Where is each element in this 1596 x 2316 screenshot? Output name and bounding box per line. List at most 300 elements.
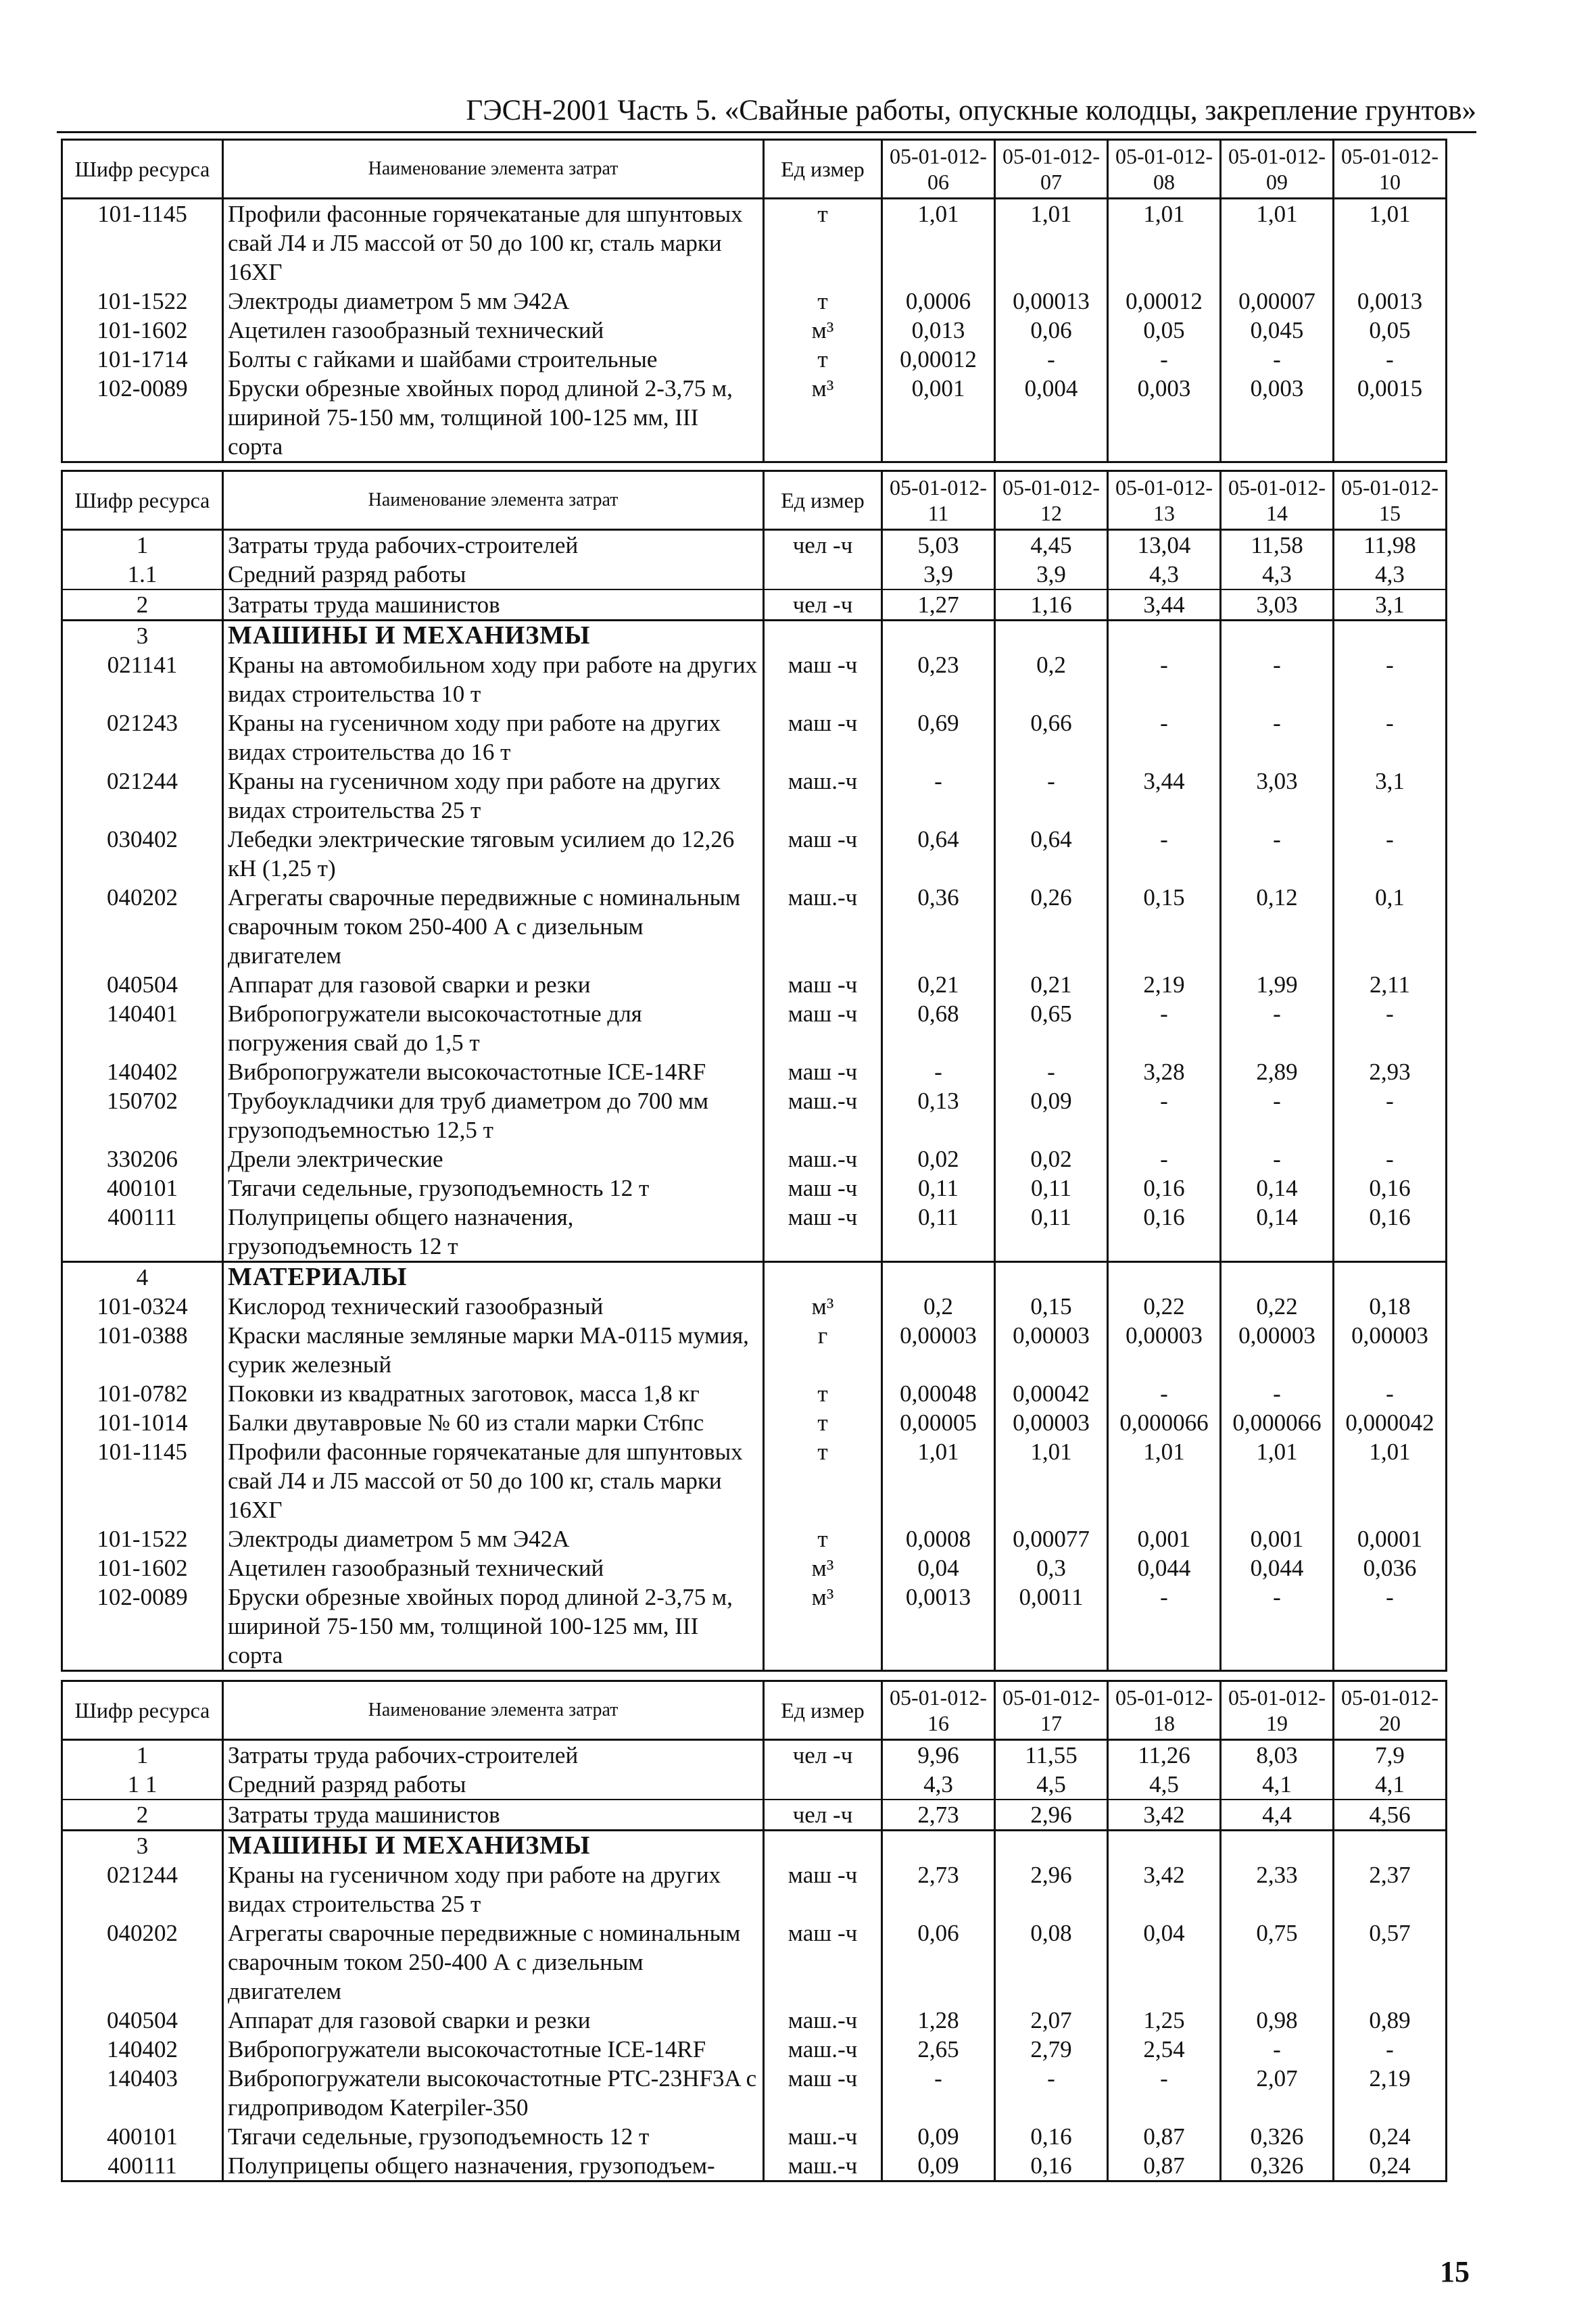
cell-value: 0,02 — [882, 1144, 995, 1174]
cell-unit: м³ — [764, 1553, 882, 1583]
cell-value: - — [1108, 1086, 1221, 1144]
cell-value — [1334, 1262, 1447, 1293]
cell-unit: маш -ч — [764, 1919, 882, 2006]
page-header — [57, 92, 1476, 133]
cell-unit: маш -ч — [764, 1174, 882, 1203]
cell-value: 2,89 — [1221, 1057, 1334, 1086]
cell-name: Аппарат для газовой сварки и резки — [223, 2006, 764, 2035]
header-norm-code: 05-01-012-19 — [1221, 1681, 1334, 1740]
cell-value: 0,87 — [1108, 2151, 1221, 2181]
cell-value: 0,23 — [882, 650, 995, 708]
cell-value: 0,02 — [995, 1144, 1108, 1174]
cell-value: 0,15 — [995, 1292, 1108, 1321]
cell-value: - — [1334, 1086, 1447, 1144]
cell-value: 3,9 — [995, 560, 1108, 589]
cell-unit: маш.-ч — [764, 2151, 882, 2181]
cell-code: 101-1602 — [62, 316, 223, 345]
table-row — [62, 1292, 1447, 1321]
table-header-row — [62, 471, 1447, 530]
cell-unit — [764, 1262, 882, 1293]
cell-unit: маш.-ч — [764, 883, 882, 970]
cell-value — [1221, 1831, 1334, 1861]
table-row — [62, 1524, 1447, 1553]
cell-value: 11,26 — [1108, 1740, 1221, 1770]
cell-value: 2,79 — [995, 2035, 1108, 2064]
cell-name: Ацетилен газообразный технический — [223, 1553, 764, 1583]
resource-table-2 — [61, 470, 1447, 1672]
cell-name: Электроды диаметром 5 мм Э42А — [223, 1524, 764, 1553]
cell-value: 2,37 — [1334, 1860, 1447, 1919]
cell-code: 4 — [62, 1262, 223, 1293]
cell-name: Вибропогружатели высокочастотные PTC-23HF3A с гидроприводом Katerpiler-350 — [223, 2064, 764, 2122]
cell-value: 0,003 — [1221, 374, 1334, 462]
cell-value — [1108, 1831, 1221, 1861]
cell-value — [1334, 1831, 1447, 1861]
table-row — [62, 1057, 1447, 1086]
cell-name: Бруски обрезные хвойных пород длиной 2-3,75 м, шириной 75-150 мм, толщиной 100-125 мм, III сорта — [223, 374, 764, 462]
table-row — [62, 1437, 1447, 1524]
cell-name: Краски масляные земляные марки МА-0115 мумия, сурик железный — [223, 1321, 764, 1379]
cell-value: 0,001 — [882, 374, 995, 462]
cell-value: - — [1108, 708, 1221, 767]
cell-name: Затраты труда рабочих-строителей — [223, 1740, 764, 1770]
cell-value: 4,3 — [1221, 560, 1334, 589]
cell-value: 0,11 — [995, 1174, 1108, 1203]
cell-name: Затраты труда рабочих-строителей — [223, 530, 764, 560]
cell-unit: маш -ч — [764, 2064, 882, 2122]
cell-code: 400111 — [62, 1203, 223, 1262]
cell-value: 2,73 — [882, 1860, 995, 1919]
cell-value: 0,1 — [1334, 883, 1447, 970]
cell-name: Аппарат для газовой сварки и резки — [223, 970, 764, 999]
cell-unit: маш -ч — [764, 650, 882, 708]
cell-value — [995, 621, 1108, 651]
cell-value: 7,9 — [1334, 1740, 1447, 1770]
cell-value — [1334, 621, 1447, 651]
cell-code: 140402 — [62, 2035, 223, 2064]
cell-code: 1 1 — [62, 1770, 223, 1800]
section-row — [62, 1831, 1447, 1861]
cell-code: 101-1522 — [62, 1524, 223, 1553]
cell-name: Балки двутавровые № 60 из стали марки Ст6пс — [223, 1408, 764, 1437]
cell-value: - — [995, 2064, 1108, 2122]
cell-unit: маш -ч — [764, 825, 882, 883]
cell-value: 2,07 — [1221, 2064, 1334, 2122]
cell-value: 0,0013 — [1334, 287, 1447, 316]
cell-name: Кислород технический газообразный — [223, 1292, 764, 1321]
cell-value — [882, 621, 995, 651]
cell-value: 0,3 — [995, 1553, 1108, 1583]
cell-value: - — [1108, 2064, 1221, 2122]
cell-value: 0,66 — [995, 708, 1108, 767]
header-norm-code: 05-01-012-09 — [1221, 140, 1334, 199]
cell-unit: м³ — [764, 1583, 882, 1671]
cell-value: 3,42 — [1108, 1860, 1221, 1919]
header-norm-code: 05-01-012-07 — [995, 140, 1108, 199]
cell-code: 040504 — [62, 970, 223, 999]
cell-value — [1108, 621, 1221, 651]
cell-value: 0,11 — [995, 1203, 1108, 1262]
table-row — [62, 2006, 1447, 2035]
cell-code: 101-0782 — [62, 1379, 223, 1408]
cell-name: Болты с гайками и шайбами строительные — [223, 345, 764, 374]
cell-value: 0,044 — [1221, 1553, 1334, 1583]
table-row — [62, 1144, 1447, 1174]
cell-code: 040504 — [62, 2006, 223, 2035]
cell-code: 3 — [62, 621, 223, 651]
section-title: МАТЕРИАЛЫ — [223, 1262, 764, 1293]
cell-value: 3,44 — [1108, 767, 1221, 825]
table-row — [62, 970, 1447, 999]
cell-value: 1,25 — [1108, 2006, 1221, 2035]
cell-value: 0,0011 — [995, 1583, 1108, 1671]
header-unit: Ед измер — [764, 1681, 882, 1740]
cell-value — [882, 1262, 995, 1293]
cell-value: 4,45 — [995, 530, 1108, 560]
cell-value: 0,00077 — [995, 1524, 1108, 1553]
cell-value: 2,73 — [882, 1800, 995, 1831]
cell-value: 2,54 — [1108, 2035, 1221, 2064]
table-row — [62, 316, 1447, 345]
cell-value — [882, 1831, 995, 1861]
cell-unit: т — [764, 1437, 882, 1524]
table-row — [62, 650, 1447, 708]
table-row — [62, 2064, 1447, 2122]
resource-table-1 — [61, 139, 1447, 463]
section-row — [62, 621, 1447, 651]
cell-value: 0,64 — [995, 825, 1108, 883]
cell-value: 2,11 — [1334, 970, 1447, 999]
cell-value: - — [1221, 1583, 1334, 1671]
cell-value: 0,68 — [882, 999, 995, 1057]
cell-name: Затраты труда машинистов — [223, 589, 764, 621]
cell-value: 1,27 — [882, 589, 995, 621]
table-row — [62, 2151, 1447, 2181]
cell-value: 2,96 — [995, 1800, 1108, 1831]
cell-code: 150702 — [62, 1086, 223, 1144]
cell-value: - — [1334, 345, 1447, 374]
cell-value: 0,0008 — [882, 1524, 995, 1553]
header-norm-code: 05-01-012-17 — [995, 1681, 1108, 1740]
cell-value: - — [1108, 1379, 1221, 1408]
cell-name: Профили фасонные горячекатаные для шпунтовых свай Л4 и Л5 массой от 50 до 100 кг, сталь марки 16ХГ — [223, 1437, 764, 1524]
cell-value: - — [1221, 1144, 1334, 1174]
cell-value: 0,75 — [1221, 1919, 1334, 2006]
cell-code: 400111 — [62, 2151, 223, 2181]
cell-value: 0,69 — [882, 708, 995, 767]
cell-value: - — [1334, 708, 1447, 767]
cell-unit: м³ — [764, 1292, 882, 1321]
cell-value: 0,57 — [1334, 1919, 1447, 2006]
cell-value: - — [995, 1057, 1108, 1086]
cell-name: Краны на автомобильном ходу при работе на других видах строительства 10 т — [223, 650, 764, 708]
cell-value: 0,21 — [995, 970, 1108, 999]
cell-value: 0,06 — [882, 1919, 995, 2006]
table-row — [62, 345, 1447, 374]
cell-name: Трубоукладчики для труб диаметром до 700 мм грузоподъемностью 12,5 т — [223, 1086, 764, 1144]
cell-value: 11,98 — [1334, 530, 1447, 560]
table-row — [62, 767, 1447, 825]
cell-code: 021243 — [62, 708, 223, 767]
cell-value: 4,3 — [1108, 560, 1221, 589]
section-title: МАШИНЫ И МЕХАНИЗМЫ — [223, 1831, 764, 1861]
cell-value: 4,1 — [1221, 1770, 1334, 1800]
cell-code: 2 — [62, 589, 223, 621]
header-norm-code: 05-01-012-08 — [1108, 140, 1221, 199]
cell-code: 021244 — [62, 1860, 223, 1919]
cell-value: 0,09 — [995, 1086, 1108, 1144]
table-row — [62, 1553, 1447, 1583]
cell-code: 330206 — [62, 1144, 223, 1174]
cell-code: 101-1714 — [62, 345, 223, 374]
cell-value: 2,19 — [1108, 970, 1221, 999]
cell-value: 11,55 — [995, 1740, 1108, 1770]
cell-value: - — [1221, 345, 1334, 374]
header-name: Наименование элемента затрат — [223, 471, 764, 530]
header-code: Шифр ресурса — [62, 1681, 223, 1740]
table-row — [62, 199, 1447, 287]
cell-value: 4,3 — [882, 1770, 995, 1800]
cell-value: 0,05 — [1108, 316, 1221, 345]
cell-name: Вибропогружатели высокочастотные ICE-14RF — [223, 2035, 764, 2064]
cell-value: 0,12 — [1221, 883, 1334, 970]
cell-code: 1 — [62, 530, 223, 560]
cell-unit — [764, 560, 882, 589]
cell-value: 0,00003 — [1334, 1321, 1447, 1379]
cell-value: 2,33 — [1221, 1860, 1334, 1919]
table-row — [62, 1770, 1447, 1800]
cell-name: Бруски обрезные хвойных пород длиной 2-3,75 м, шириной 75-150 мм, толщиной 100-125 мм, III сорта — [223, 1583, 764, 1671]
cell-value: 0,000066 — [1108, 1408, 1221, 1437]
header-norm-code: 05-01-012-11 — [882, 471, 995, 530]
cell-value: - — [882, 1057, 995, 1086]
cell-value: 0,00003 — [995, 1408, 1108, 1437]
cell-value: 0,21 — [882, 970, 995, 999]
cell-value: 0,14 — [1221, 1203, 1334, 1262]
cell-value: 0,65 — [995, 999, 1108, 1057]
cell-code: 101-1145 — [62, 1437, 223, 1524]
table-row — [62, 560, 1447, 589]
cell-value — [1108, 1262, 1221, 1293]
cell-code: 040202 — [62, 883, 223, 970]
cell-code: 101-1014 — [62, 1408, 223, 1437]
cell-unit: т — [764, 199, 882, 287]
cell-value: 0,00003 — [995, 1321, 1108, 1379]
cell-value: 0,004 — [995, 374, 1108, 462]
cell-value: 0,326 — [1221, 2151, 1334, 2181]
cell-unit: чел -ч — [764, 1800, 882, 1831]
cell-value: 0,89 — [1334, 2006, 1447, 2035]
table-row — [62, 374, 1447, 462]
cell-code: 101-1145 — [62, 199, 223, 287]
cell-value: 4,5 — [1108, 1770, 1221, 1800]
page-header-title: ГЭСН-2001 Часть 5. «Свайные работы, опускные колодцы, закрепление грунтов» — [466, 95, 1476, 126]
cell-unit: маш -ч — [764, 1203, 882, 1262]
cell-value: 3,03 — [1221, 589, 1334, 621]
cell-value — [1221, 1262, 1334, 1293]
cell-value: 0,22 — [1221, 1292, 1334, 1321]
cell-value: 0,16 — [1334, 1174, 1447, 1203]
cell-value: 0,16 — [1108, 1203, 1221, 1262]
table-row — [62, 530, 1447, 560]
cell-value: 4,4 — [1221, 1800, 1334, 1831]
cell-value: 0,08 — [995, 1919, 1108, 2006]
cell-code: 021244 — [62, 767, 223, 825]
cell-value: 0,2 — [882, 1292, 995, 1321]
cell-value: - — [1108, 650, 1221, 708]
cell-unit: м³ — [764, 374, 882, 462]
cell-unit — [764, 621, 882, 651]
header-unit: Ед измер — [764, 471, 882, 530]
cell-name: Тягачи седельные, грузоподъемность 12 т — [223, 2122, 764, 2151]
cell-name: Тягачи седельные, грузоподъемность 12 т — [223, 1174, 764, 1203]
cell-code: 400101 — [62, 1174, 223, 1203]
cell-name: Профили фасонные горячекатаные для шпунтовых свай Л4 и Л5 массой от 50 до 100 кг, сталь марки 16ХГ — [223, 199, 764, 287]
cell-unit — [764, 1831, 882, 1861]
cell-value: 0,000066 — [1221, 1408, 1334, 1437]
cell-unit: т — [764, 345, 882, 374]
cell-value: 1,01 — [995, 1437, 1108, 1524]
cell-unit: чел -ч — [764, 589, 882, 621]
cell-code: 140402 — [62, 1057, 223, 1086]
cell-unit: маш -ч — [764, 1057, 882, 1086]
page-number: 15 — [1440, 2255, 1470, 2288]
cell-name: Средний разряд работы — [223, 560, 764, 589]
table-row — [62, 287, 1447, 316]
cell-value: 3,28 — [1108, 1057, 1221, 1086]
table-row — [62, 2122, 1447, 2151]
cell-value: 9,96 — [882, 1740, 995, 1770]
cell-name: Ацетилен газообразный технический — [223, 316, 764, 345]
table-row — [62, 1408, 1447, 1437]
cell-value: - — [1221, 2035, 1334, 2064]
cell-value: 0,0015 — [1334, 374, 1447, 462]
cell-unit: маш.-ч — [764, 2006, 882, 2035]
cell-value: 1,01 — [1108, 199, 1221, 287]
cell-value: - — [1334, 1144, 1447, 1174]
cell-name: Полуприцепы общего назначения, грузоподъем- — [223, 2151, 764, 2181]
cell-unit: маш.-ч — [764, 1144, 882, 1174]
cell-value: 0,044 — [1108, 1553, 1221, 1583]
cell-value: 0,326 — [1221, 2122, 1334, 2151]
cell-value: 3,9 — [882, 560, 995, 589]
cell-value: 0,36 — [882, 883, 995, 970]
cell-value: - — [1108, 999, 1221, 1057]
cell-value: 1,01 — [1221, 1437, 1334, 1524]
cell-value: 0,000042 — [1334, 1408, 1447, 1437]
cell-value: 0,06 — [995, 316, 1108, 345]
cell-value: 0,24 — [1334, 2151, 1447, 2181]
section-title: МАШИНЫ И МЕХАНИЗМЫ — [223, 621, 764, 651]
cell-code: 030402 — [62, 825, 223, 883]
header-norm-code: 05-01-012-20 — [1334, 1681, 1447, 1740]
cell-unit: г — [764, 1321, 882, 1379]
header-norm-code: 05-01-012-10 — [1334, 140, 1447, 199]
cell-value: 0,001 — [1108, 1524, 1221, 1553]
cell-value: 0,64 — [882, 825, 995, 883]
cell-name: Дрели электрические — [223, 1144, 764, 1174]
cell-unit: маш -ч — [764, 970, 882, 999]
cell-unit — [764, 1770, 882, 1800]
cell-value: 0,003 — [1108, 374, 1221, 462]
cell-value: 1,01 — [882, 1437, 995, 1524]
cell-value: 8,03 — [1221, 1740, 1334, 1770]
cell-value: 5,03 — [882, 530, 995, 560]
cell-code: 140403 — [62, 2064, 223, 2122]
cell-code: 101-1522 — [62, 287, 223, 316]
cell-name: Вибропогружатели высокочастотные для погружения свай до 1,5 т — [223, 999, 764, 1057]
cell-value: 0,00003 — [882, 1321, 995, 1379]
cell-value: - — [1221, 708, 1334, 767]
table-header-row — [62, 140, 1447, 199]
cell-unit: чел -ч — [764, 1740, 882, 1770]
cell-value: 1,01 — [995, 199, 1108, 287]
cell-value: - — [882, 2064, 995, 2122]
cell-value: 2,65 — [882, 2035, 995, 2064]
cell-value — [995, 1831, 1108, 1861]
cell-unit: маш.-ч — [764, 2122, 882, 2151]
cell-value: 0,00042 — [995, 1379, 1108, 1408]
cell-value: - — [1334, 1583, 1447, 1671]
cell-value: - — [1221, 1379, 1334, 1408]
table-row — [62, 589, 1447, 621]
cell-name: Поковки из квадратных заготовок, масса 1,8 кг — [223, 1379, 764, 1408]
header-norm-code: 05-01-012-18 — [1108, 1681, 1221, 1740]
cell-value: - — [995, 345, 1108, 374]
table-row — [62, 1174, 1447, 1203]
header-name: Наименование элемента затрат — [223, 140, 764, 199]
cell-unit: м³ — [764, 316, 882, 345]
table-row — [62, 1321, 1447, 1379]
cell-value: 2,19 — [1334, 2064, 1447, 2122]
cell-code: 101-0324 — [62, 1292, 223, 1321]
cell-value: 0,00012 — [882, 345, 995, 374]
cell-value: 0,045 — [1221, 316, 1334, 345]
cell-value: 0,013 — [882, 316, 995, 345]
cell-value: 0,15 — [1108, 883, 1221, 970]
table-row — [62, 825, 1447, 883]
cell-value: 3,03 — [1221, 767, 1334, 825]
cell-unit: маш.-ч — [764, 1086, 882, 1144]
header-norm-code: 05-01-012-12 — [995, 471, 1108, 530]
table-row — [62, 1086, 1447, 1144]
cell-value: - — [1334, 650, 1447, 708]
table-row — [62, 1860, 1447, 1919]
cell-unit: т — [764, 287, 882, 316]
cell-value: 0,87 — [1108, 2122, 1221, 2151]
table-header-row — [62, 1681, 1447, 1740]
table-row — [62, 1379, 1447, 1408]
cell-value: 0,0001 — [1334, 1524, 1447, 1553]
cell-value: - — [1334, 2035, 1447, 2064]
section-row — [62, 1262, 1447, 1293]
cell-value: 0,11 — [882, 1174, 995, 1203]
cell-name: Лебедки электрические тяговым усилием до 12,26 кН (1,25 т) — [223, 825, 764, 883]
cell-value: 0,09 — [882, 2122, 995, 2151]
cell-value: 0,04 — [882, 1553, 995, 1583]
cell-name: Вибропогружатели высокочастотные ICE-14RF — [223, 1057, 764, 1086]
cell-value: 0,00003 — [1108, 1321, 1221, 1379]
header-norm-code: 05-01-012-06 — [882, 140, 995, 199]
cell-name: Затраты труда машинистов — [223, 1800, 764, 1831]
cell-value: 13,04 — [1108, 530, 1221, 560]
cell-value: 0,2 — [995, 650, 1108, 708]
cell-value: 1,01 — [1221, 199, 1334, 287]
table-row — [62, 708, 1447, 767]
cell-name: Полуприцепы общего назначения, грузоподъемность 12 т — [223, 1203, 764, 1262]
cell-value: 1,01 — [1334, 199, 1447, 287]
cell-value: 0,14 — [1221, 1174, 1334, 1203]
